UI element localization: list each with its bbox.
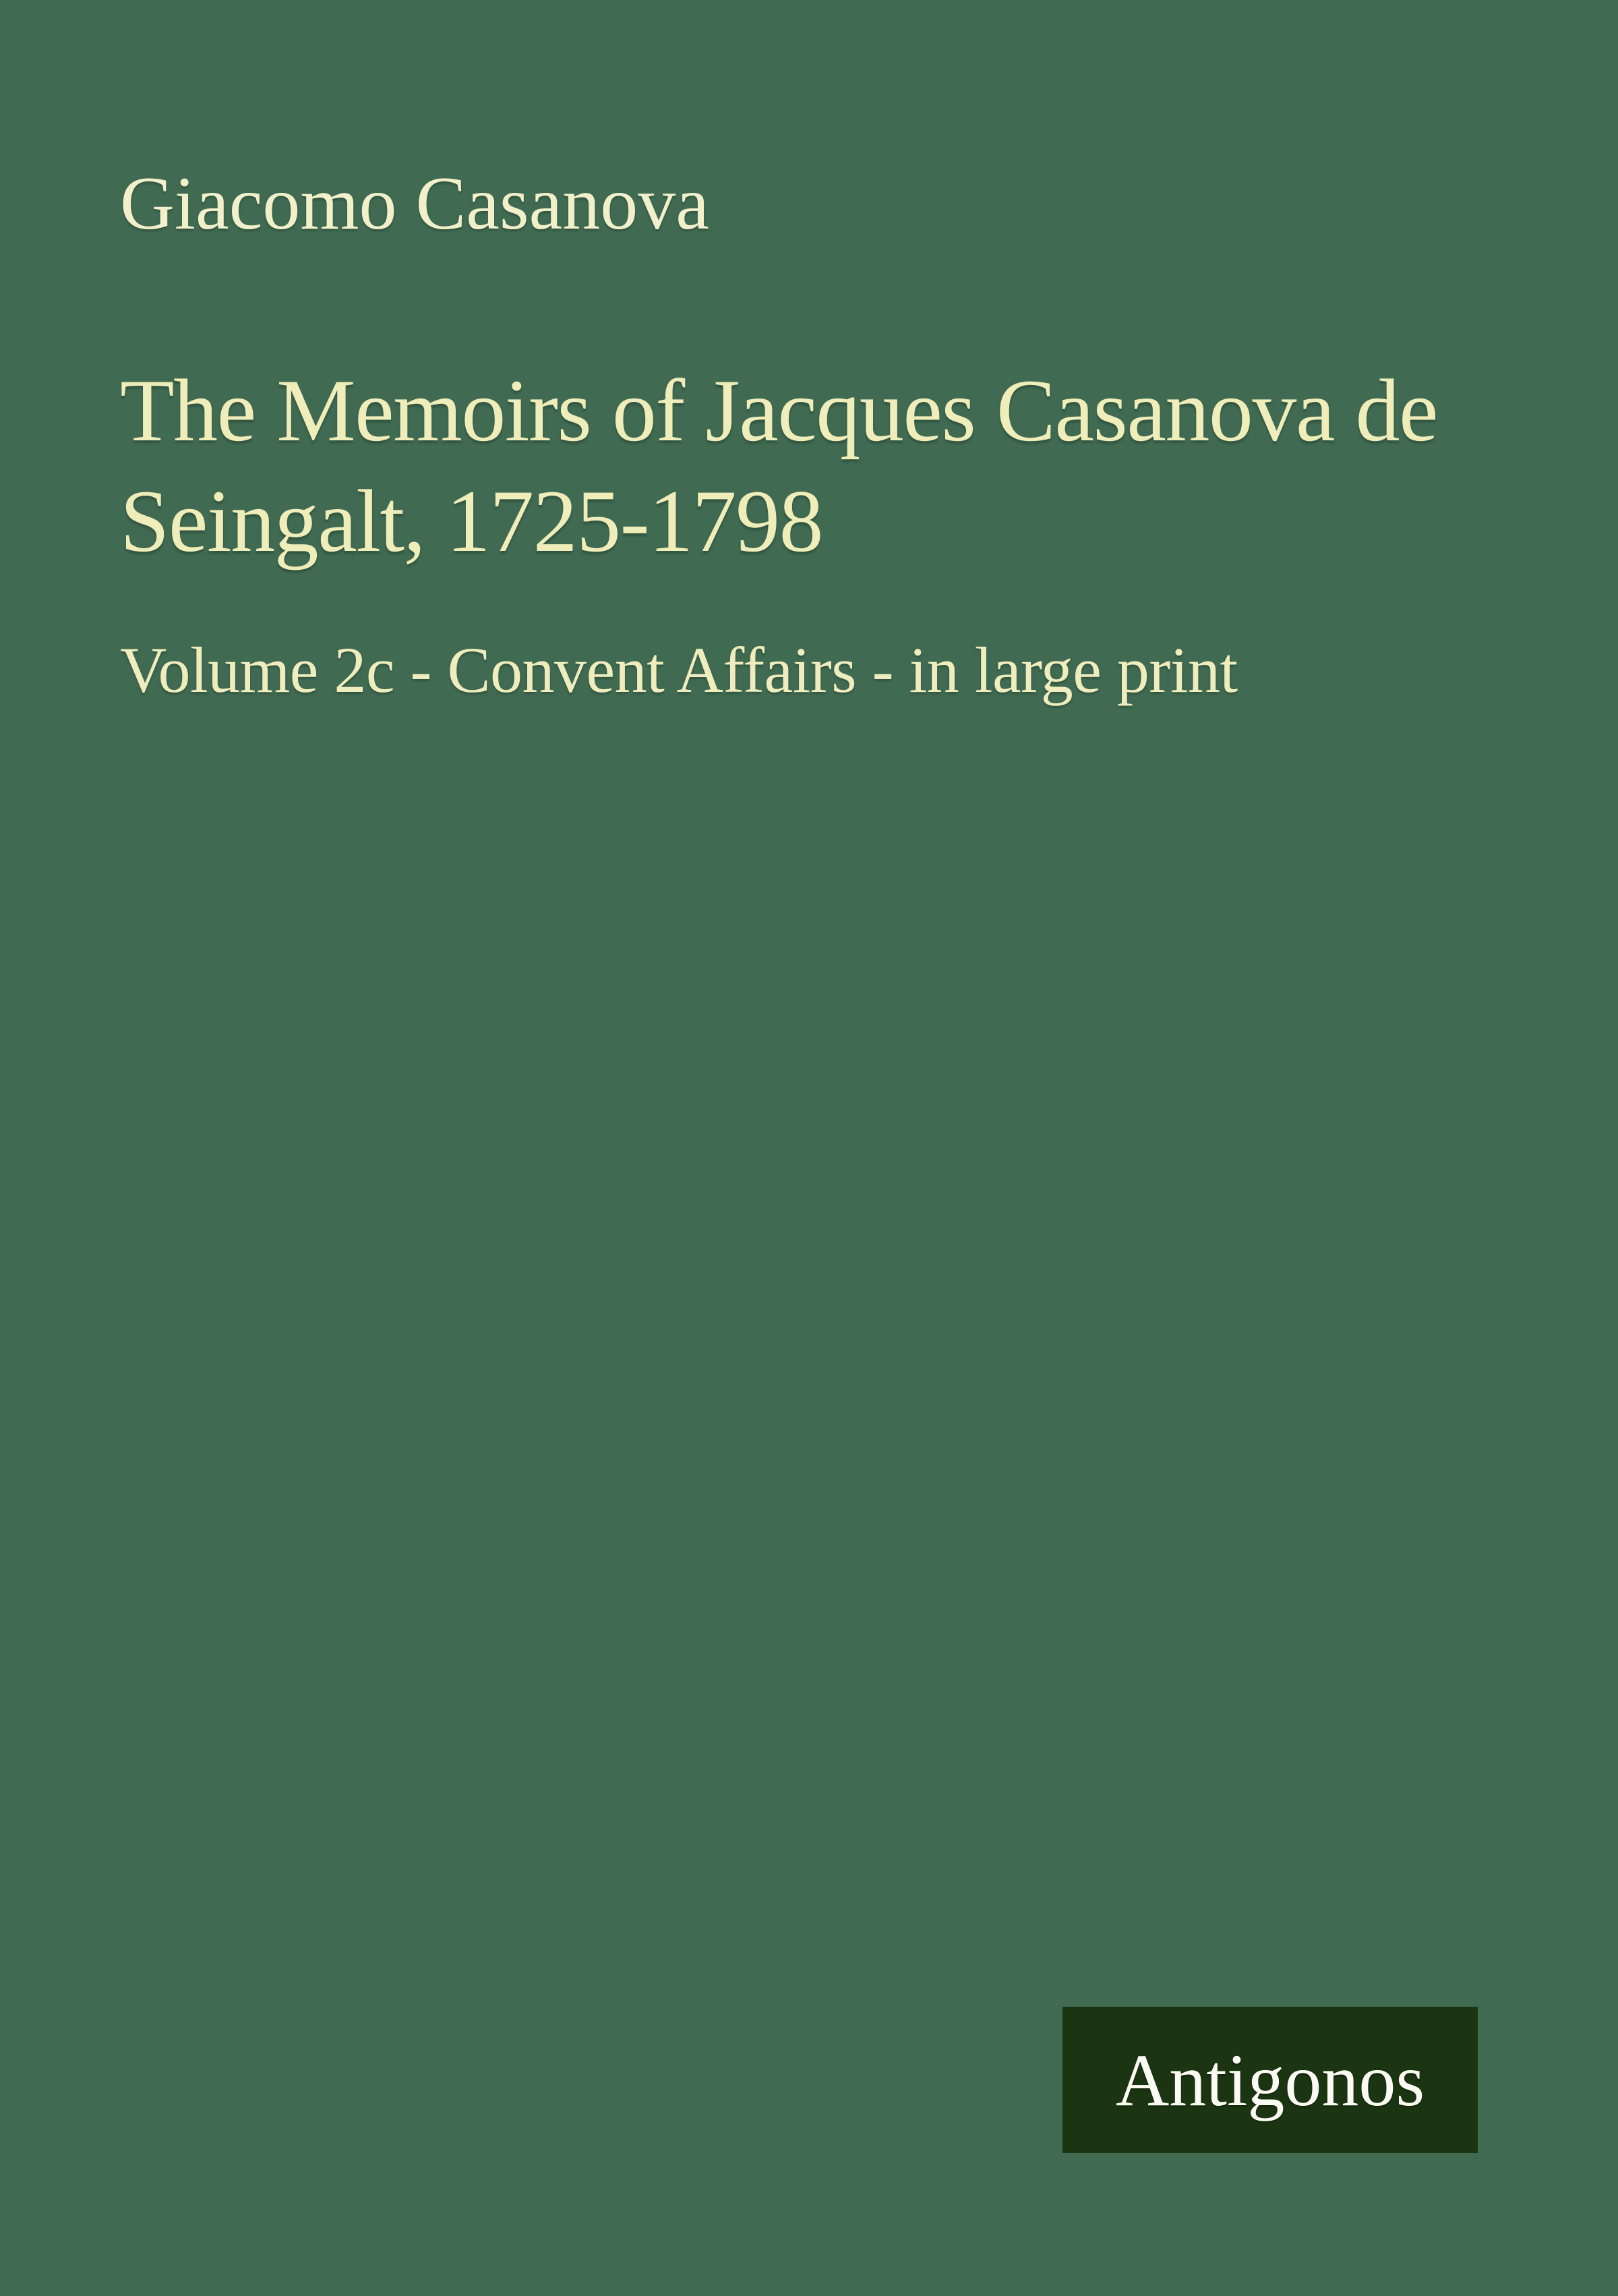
publisher-logo-box — [1062, 2007, 1478, 2153]
publisher-name: Antigonos — [1115, 2038, 1425, 2121]
book-title — [120, 355, 1437, 577]
book-subtitle: Volume 2c - Convent Affairs - in large print — [120, 634, 1238, 706]
author-name: Giacomo Casanova — [120, 162, 709, 245]
book-title-line-2: Seingalt, 1725-1798 — [120, 471, 823, 570]
book-title-line-1: The Memoirs of Jacques Casanova de — [120, 361, 1438, 460]
